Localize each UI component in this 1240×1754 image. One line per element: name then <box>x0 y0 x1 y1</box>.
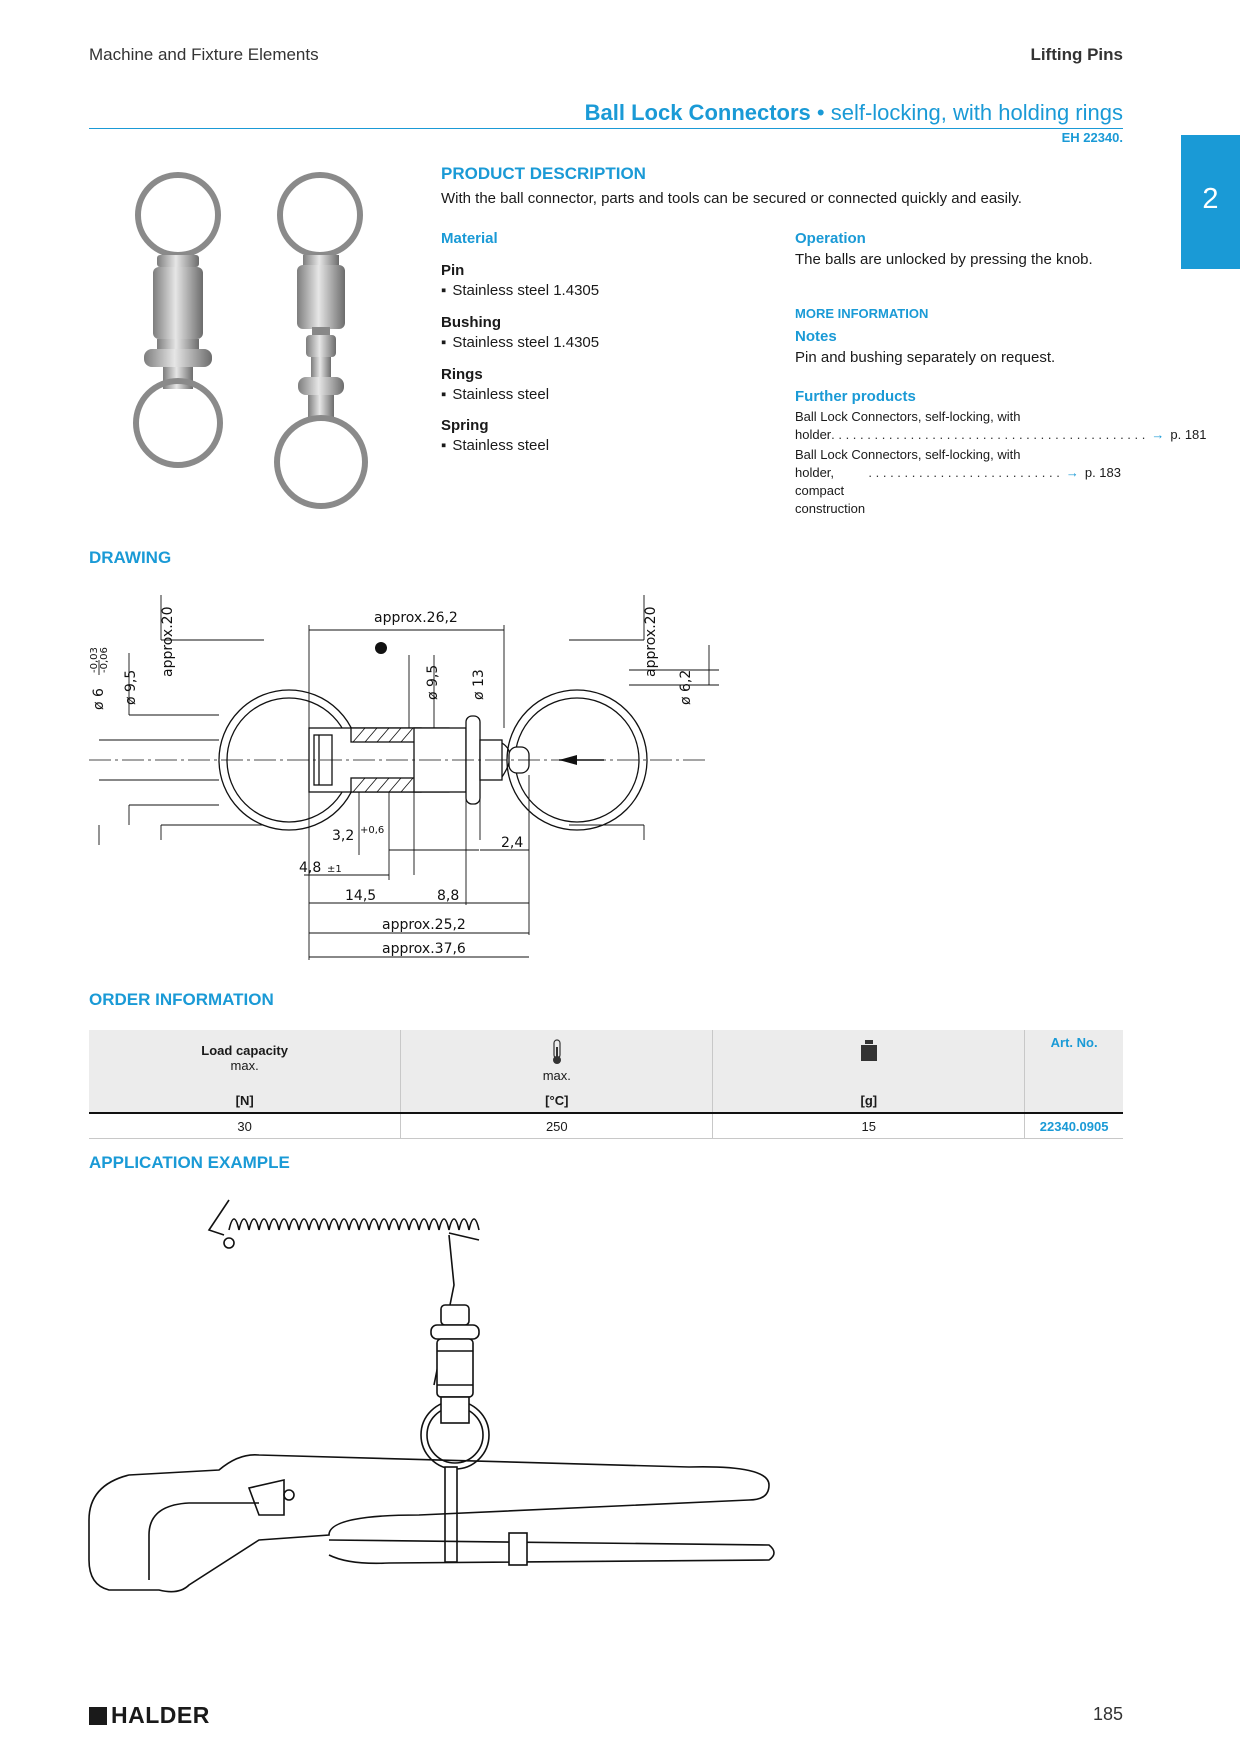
title-rest: • self-locking, with holding rings <box>816 100 1123 125</box>
halder-mark-icon <box>89 1707 107 1725</box>
material-spring-value: ▪ Stainless steel <box>441 436 549 456</box>
brand-logo <box>89 1702 210 1729</box>
further-product-line2: holder <box>795 427 832 442</box>
cell-art-no[interactable]: 22340.0905 <box>1039 1118 1109 1134</box>
col-load-capacity <box>89 1030 401 1113</box>
product-photo <box>120 165 380 520</box>
dim-3-2: 3,2 <box>332 828 355 844</box>
dim-overall-top: approx.26,2 <box>374 610 458 626</box>
further-product-item[interactable] <box>795 446 1121 518</box>
dim-dia6-tol-upper: -0,03 <box>89 647 100 673</box>
col-temp-unit: [°C] <box>545 1093 569 1108</box>
dim-dia9-5-left: ø 9,5 <box>123 669 139 705</box>
material-rings-value: ▪ Stainless steel <box>441 385 549 405</box>
description-text: With the ball connector, parts and tools can be secured or connected quickly and easily. <box>441 190 1022 207</box>
dim-dia6: ø 6 <box>91 688 107 710</box>
dim-dia9-5-mid: ø 9,5 <box>425 664 441 700</box>
further-product-item[interactable] <box>795 408 1207 444</box>
col-art-no <box>1025 1030 1123 1113</box>
cell-load: 30 <box>89 1113 401 1139</box>
section-subcategory: Lifting Pins <box>1030 45 1123 64</box>
material-pin-value: ▪ Stainless steel 1.4305 <box>441 281 599 301</box>
material-heading: Material <box>441 230 498 247</box>
dim-4-8-tol: ±1 <box>327 864 342 875</box>
order-table-wrap <box>89 1030 1123 1139</box>
order-table-header <box>89 1030 1123 1113</box>
material-bushing-value: ▪ Stainless steel 1.4305 <box>441 333 599 353</box>
article-code: EH 22340. <box>1061 130 1123 145</box>
dim-top-left: approx.20 <box>160 606 176 677</box>
further-product-page[interactable]: p. 183 <box>1084 465 1121 480</box>
dim-8-8: 8,8 <box>437 888 460 904</box>
cell-weight: 15 <box>713 1113 1025 1139</box>
page-title <box>585 100 1123 126</box>
dim-dia6-tol-lower: -0,06 <box>99 647 110 673</box>
weight-icon <box>859 1039 879 1063</box>
further-product-page[interactable]: p. 181 <box>1170 427 1207 442</box>
application-illustration <box>89 1185 789 1605</box>
col-weight-unit: [g] <box>860 1093 878 1108</box>
col-load-unit: [N] <box>235 1093 254 1108</box>
col-load-sub: max. <box>230 1058 259 1073</box>
col-load-title: Load capacity <box>201 1043 288 1058</box>
dim-3-2-tol: +0,6 <box>360 825 385 836</box>
col-art-title: Art. No. <box>1050 1035 1098 1050</box>
cell-temp: 250 <box>401 1113 713 1139</box>
dim-37-6: approx.37,6 <box>382 941 466 957</box>
table-row <box>89 1113 1123 1139</box>
thermometer-icon <box>550 1039 564 1065</box>
material-rings-label: Rings <box>441 366 483 383</box>
leader-dots: . . . . . . . . . . . . . . . . . . . . . . . . . . . . . . . . . . . . . . . . . . . . <box>831 427 1146 442</box>
col-temp-sub: max. <box>542 1068 571 1083</box>
notes-text: Pin and bushing separately on request. <box>795 349 1056 366</box>
further-product-line2: holder, compact construction <box>795 465 866 516</box>
dim-14-5: 14,5 <box>345 888 377 904</box>
more-info-heading: MORE INFORMATION <box>795 306 929 321</box>
material-pin-label: Pin <box>441 262 465 279</box>
col-weight <box>713 1030 1025 1113</box>
section-category: Machine and Fixture Elements <box>89 45 319 64</box>
title-rule <box>89 128 1123 129</box>
further-product-line1: Ball Lock Connectors, self-locking, with <box>795 409 1021 424</box>
dim-4-8: 4,8 <box>299 860 322 876</box>
leader-dots: . . . . . . . . . . . . . . . . . . . . . . . . . . . <box>868 465 1060 480</box>
material-bushing-label: Bushing <box>441 314 501 331</box>
drawing-heading: DRAWING <box>89 548 172 567</box>
order-heading: ORDER INFORMATION <box>89 990 274 1009</box>
further-products-heading: Further products <box>795 388 916 405</box>
description-heading: PRODUCT DESCRIPTION <box>441 164 646 183</box>
operation-heading: Operation <box>795 230 866 247</box>
col-temperature <box>401 1030 713 1113</box>
chapter-tab-number: 2 <box>1202 183 1219 215</box>
material-spring-label: Spring <box>441 417 489 434</box>
page-number: 185 <box>1092 1704 1123 1724</box>
application-heading: APPLICATION EXAMPLE <box>89 1153 290 1172</box>
chapter-tab[interactable] <box>1181 135 1240 269</box>
logo-text: HALDER <box>111 1702 210 1728</box>
notes-heading: Notes <box>795 328 837 345</box>
further-product-line1: Ball Lock Connectors, self-locking, with <box>795 447 1021 462</box>
dim-top-right: approx.20 <box>643 606 659 677</box>
operation-text: The balls are unlocked by pressing the knob. <box>795 251 1093 268</box>
arrow-right-icon: → <box>1151 427 1165 442</box>
dim-25-2: approx.25,2 <box>382 917 466 933</box>
dim-dia6-2: ø 6,2 <box>678 669 694 705</box>
title-bold: Ball Lock Connectors <box>584 100 811 125</box>
arrow-right-icon: → <box>1065 465 1079 480</box>
dim-dia13: ø 13 <box>471 669 487 700</box>
dim-2-4: 2,4 <box>501 835 524 851</box>
technical-drawing <box>89 585 729 970</box>
order-table <box>89 1030 1123 1139</box>
